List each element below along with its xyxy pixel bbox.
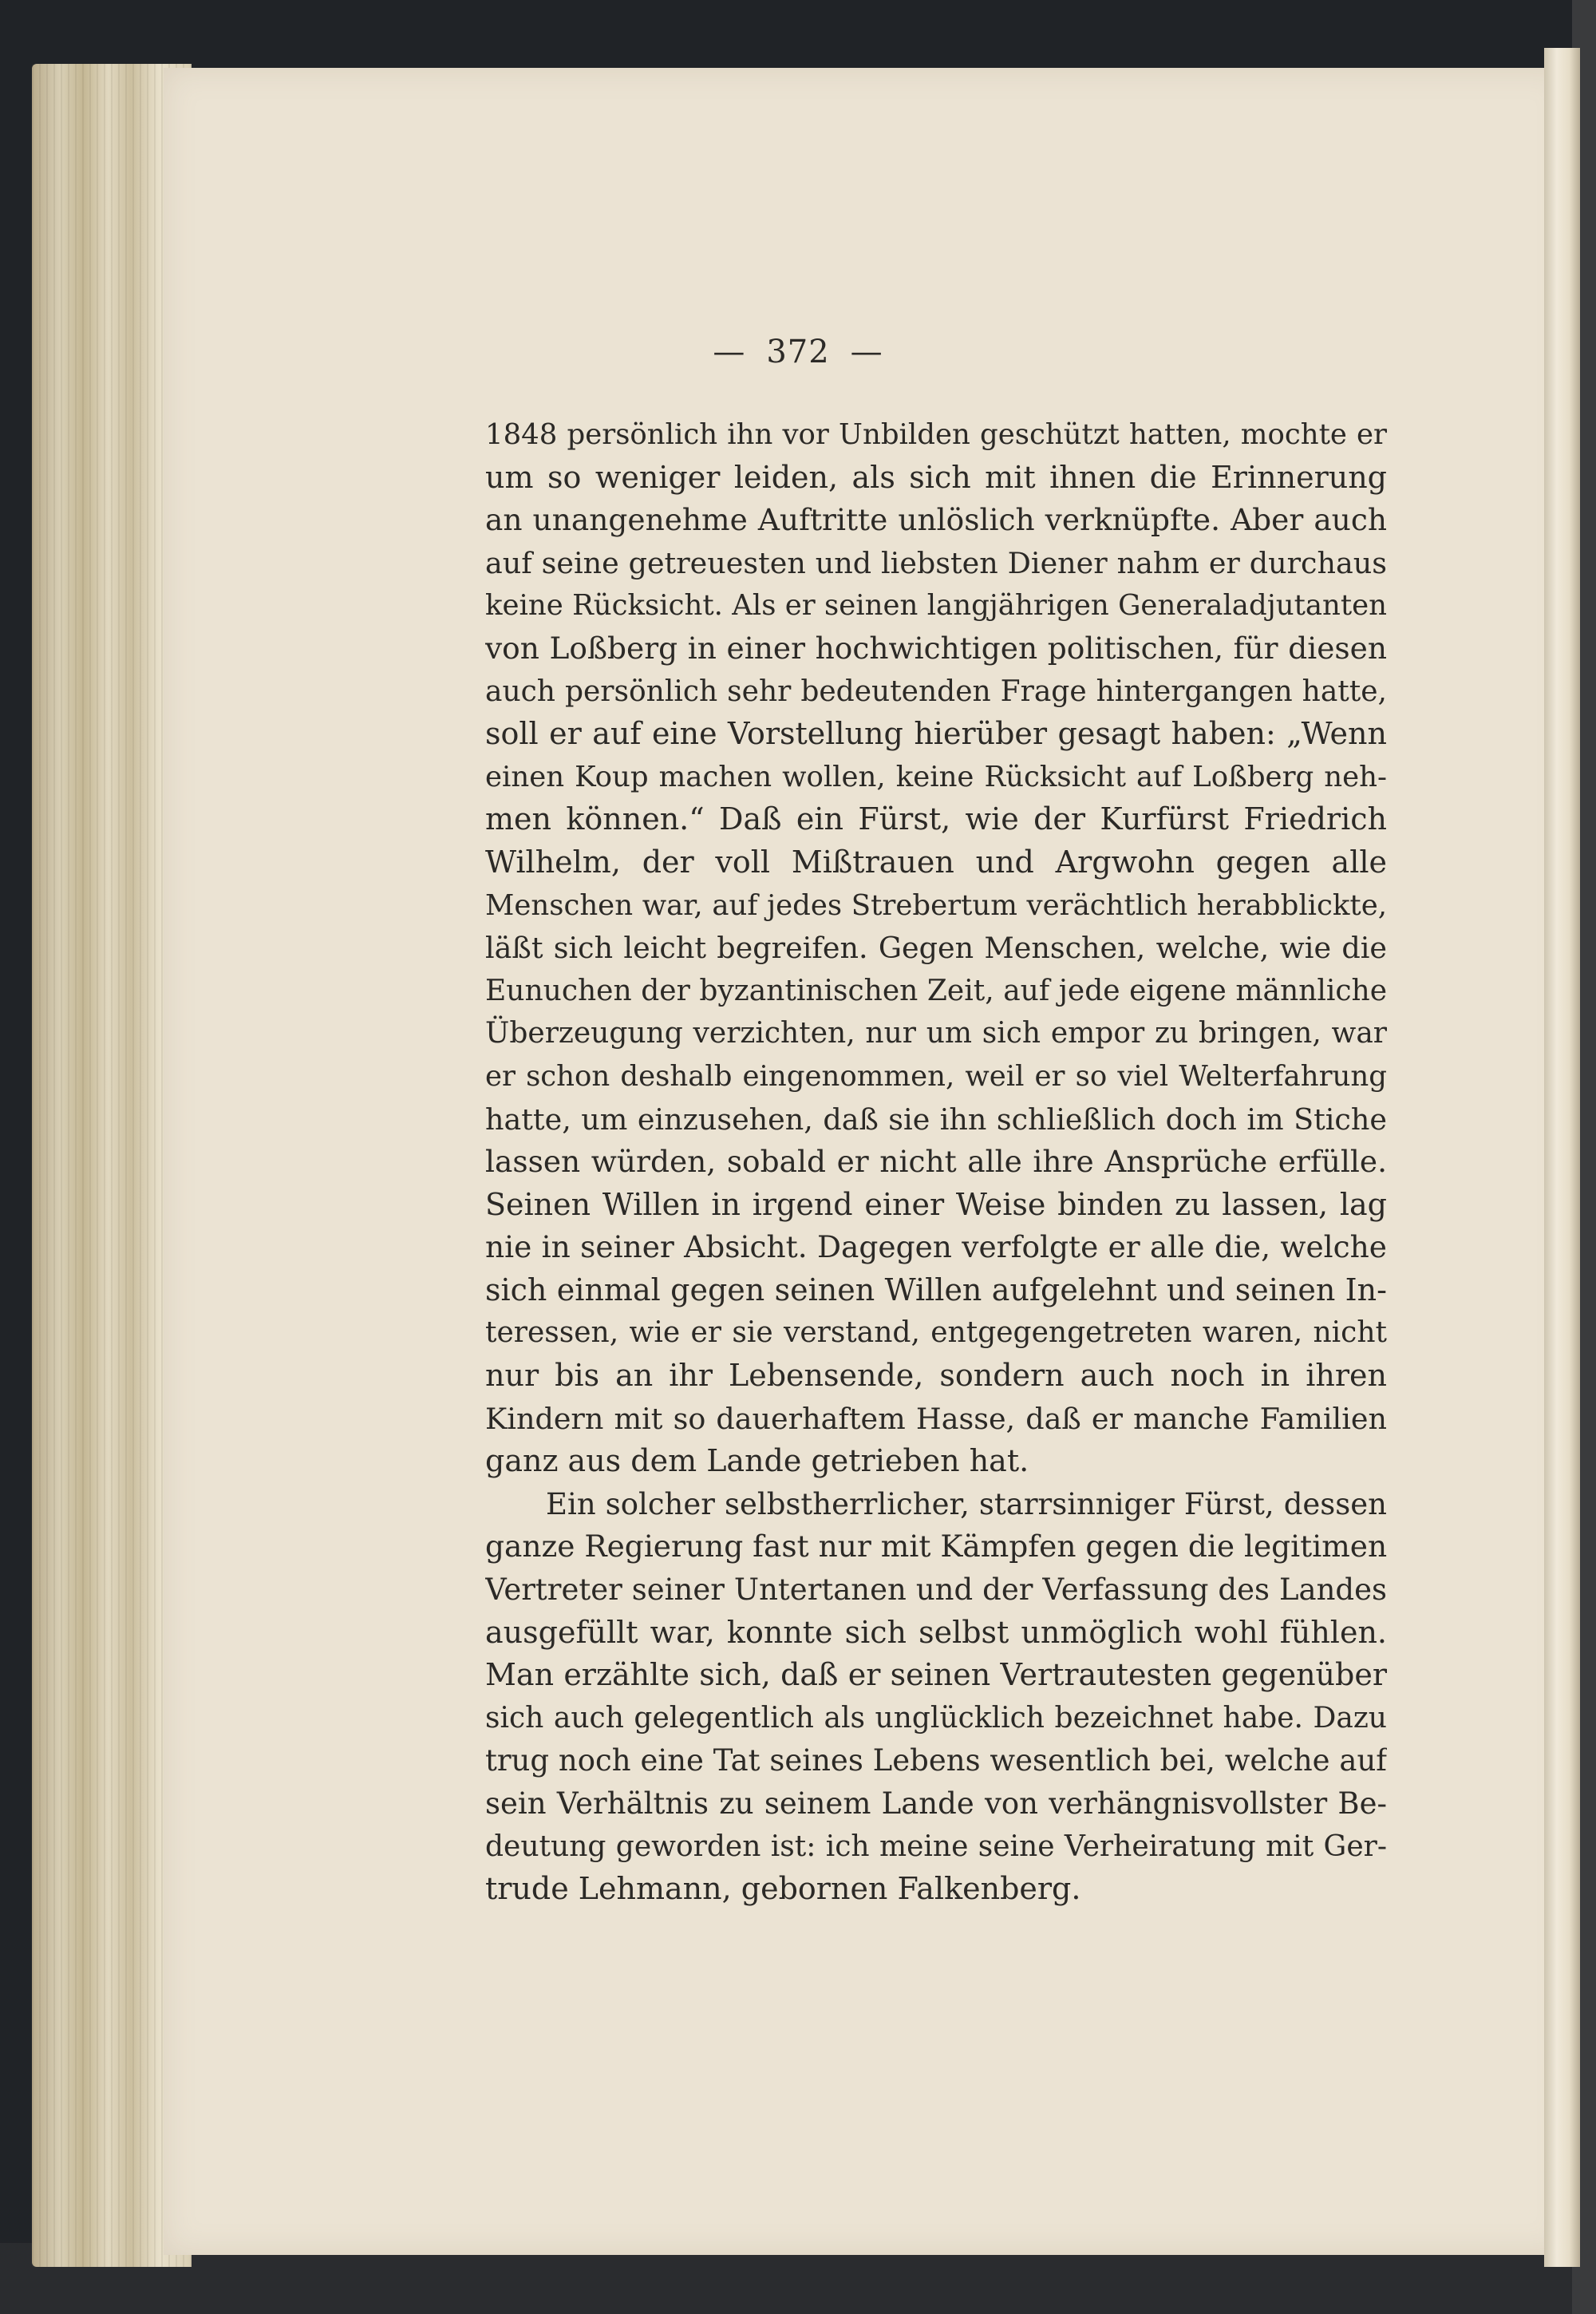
text-line: einen Koup machen wollen, keine Rücksicht auf Loßberg neh- [485, 760, 1387, 793]
text-line: nie in seiner Absicht. Dagegen verfolgte er alle die, welche [485, 1229, 1387, 1265]
text-line: Vertreter seiner Untertanen und der Verfassung des Landes [485, 1572, 1387, 1608]
text-line: Seinen Willen in irgend einer Weise binden zu lassen, lag [485, 1186, 1387, 1222]
text-line: teressen, wie er sie verstand, entgegengetreten waren, nicht [485, 1316, 1387, 1350]
text-line: keine Rücksicht. Als er seinen langjährigen Generaladjutanten [485, 589, 1387, 623]
text-line: trug noch eine Tat seines Lebens wesentlich bei, welche auf [485, 1743, 1387, 1778]
text-line: deutung geworden ist: ich meine seine Verheiratung mit Ger- [485, 1829, 1387, 1863]
running-head-dash-right: — [850, 334, 883, 370]
text-line: läßt sich leicht begreifen. Gegen Menschen, welche, wie die [485, 931, 1387, 966]
page-number: 372 [766, 334, 830, 370]
text-line: um so weniger leiden, als sich mit ihnen die Erinnerung [485, 459, 1387, 495]
paragraph-2 [485, 1483, 1387, 1911]
text-line: an unangenehme Auftritte unlöslich verknüpfte. Aber auch [485, 502, 1387, 538]
text-line: ausgefüllt war, konnte sich selbst unmöglich wohl fühlen. [485, 1614, 1387, 1650]
text-line: sein Verhältnis zu seinem Lande von verhängnisvollster Be- [485, 1786, 1387, 1821]
text-line: Kindern mit so dauerhaftem Hasse, daß er manche Familien [485, 1401, 1387, 1436]
text-line: Man erzählte sich, daß er seinen Vertrautesten gegenüber [485, 1657, 1387, 1693]
book-gutter [1544, 48, 1580, 2267]
text-line: Wilhelm, der voll Mißtrauen und Argwohn gegen alle [485, 844, 1387, 880]
text-line: hatte, um einzusehen, daß sie ihn schließlich doch im Stiche [485, 1102, 1387, 1137]
body-text [485, 413, 1387, 1911]
text-line: ganze Regierung fast nur mit Kämpfen gegen die legitimen [485, 1529, 1387, 1564]
text-line: von Loßberg in einer hochwichtigen politischen, für diesen [485, 630, 1387, 666]
running-head-dash-left: — [713, 334, 746, 370]
text-line: ganz aus dem Lande getrieben hat. [485, 1443, 1029, 1479]
paragraph-1 [485, 413, 1387, 1483]
text-line: Eunuchen der byzantinischen Zeit, auf jede eigene männliche [485, 974, 1387, 1007]
text-line: trude Lehmann, gebornen Falkenberg. [485, 1871, 1081, 1907]
text-line: Überzeugung verzichten, nur um sich empor zu bringen, war [485, 1017, 1387, 1050]
text-line: er schon deshalb eingenommen, weil er so viel Welterfahrung [485, 1059, 1387, 1093]
text-line: sich einmal gegen seinen Willen aufgelehnt und seinen In- [485, 1272, 1387, 1307]
text-line: soll er auf eine Vorstellung hierüber gesagt haben: „Wenn [485, 716, 1387, 752]
text-line: nur bis an ihr Lebensende, sondern auch noch in ihren [485, 1358, 1387, 1394]
text-line: sich auch gelegentlich als unglücklich bezeichnet habe. Dazu [485, 1701, 1387, 1735]
text-line: Menschen war, auf jedes Strebertum verächtlich herabblickte, [485, 888, 1387, 922]
running-head [0, 334, 1596, 370]
text-line: auf seine getreuesten und liebsten Diener nahm er durchaus [485, 545, 1387, 580]
text-line: Ein solcher selbstherrlicher, starrsinniger Fürst, dessen [546, 1486, 1387, 1521]
text-line: men können.“ Daß ein Fürst, wie der Kurfürst Friedrich [485, 801, 1387, 837]
text-line: 1848 persönlich ihn vor Unbilden geschützt hatten, mochte er [485, 418, 1387, 451]
text-line: lassen würden, sobald er nicht alle ihre Ansprüche erfülle. [485, 1144, 1387, 1180]
text-line: auch persönlich sehr bedeutenden Frage hintergangen hatte, [485, 674, 1387, 708]
